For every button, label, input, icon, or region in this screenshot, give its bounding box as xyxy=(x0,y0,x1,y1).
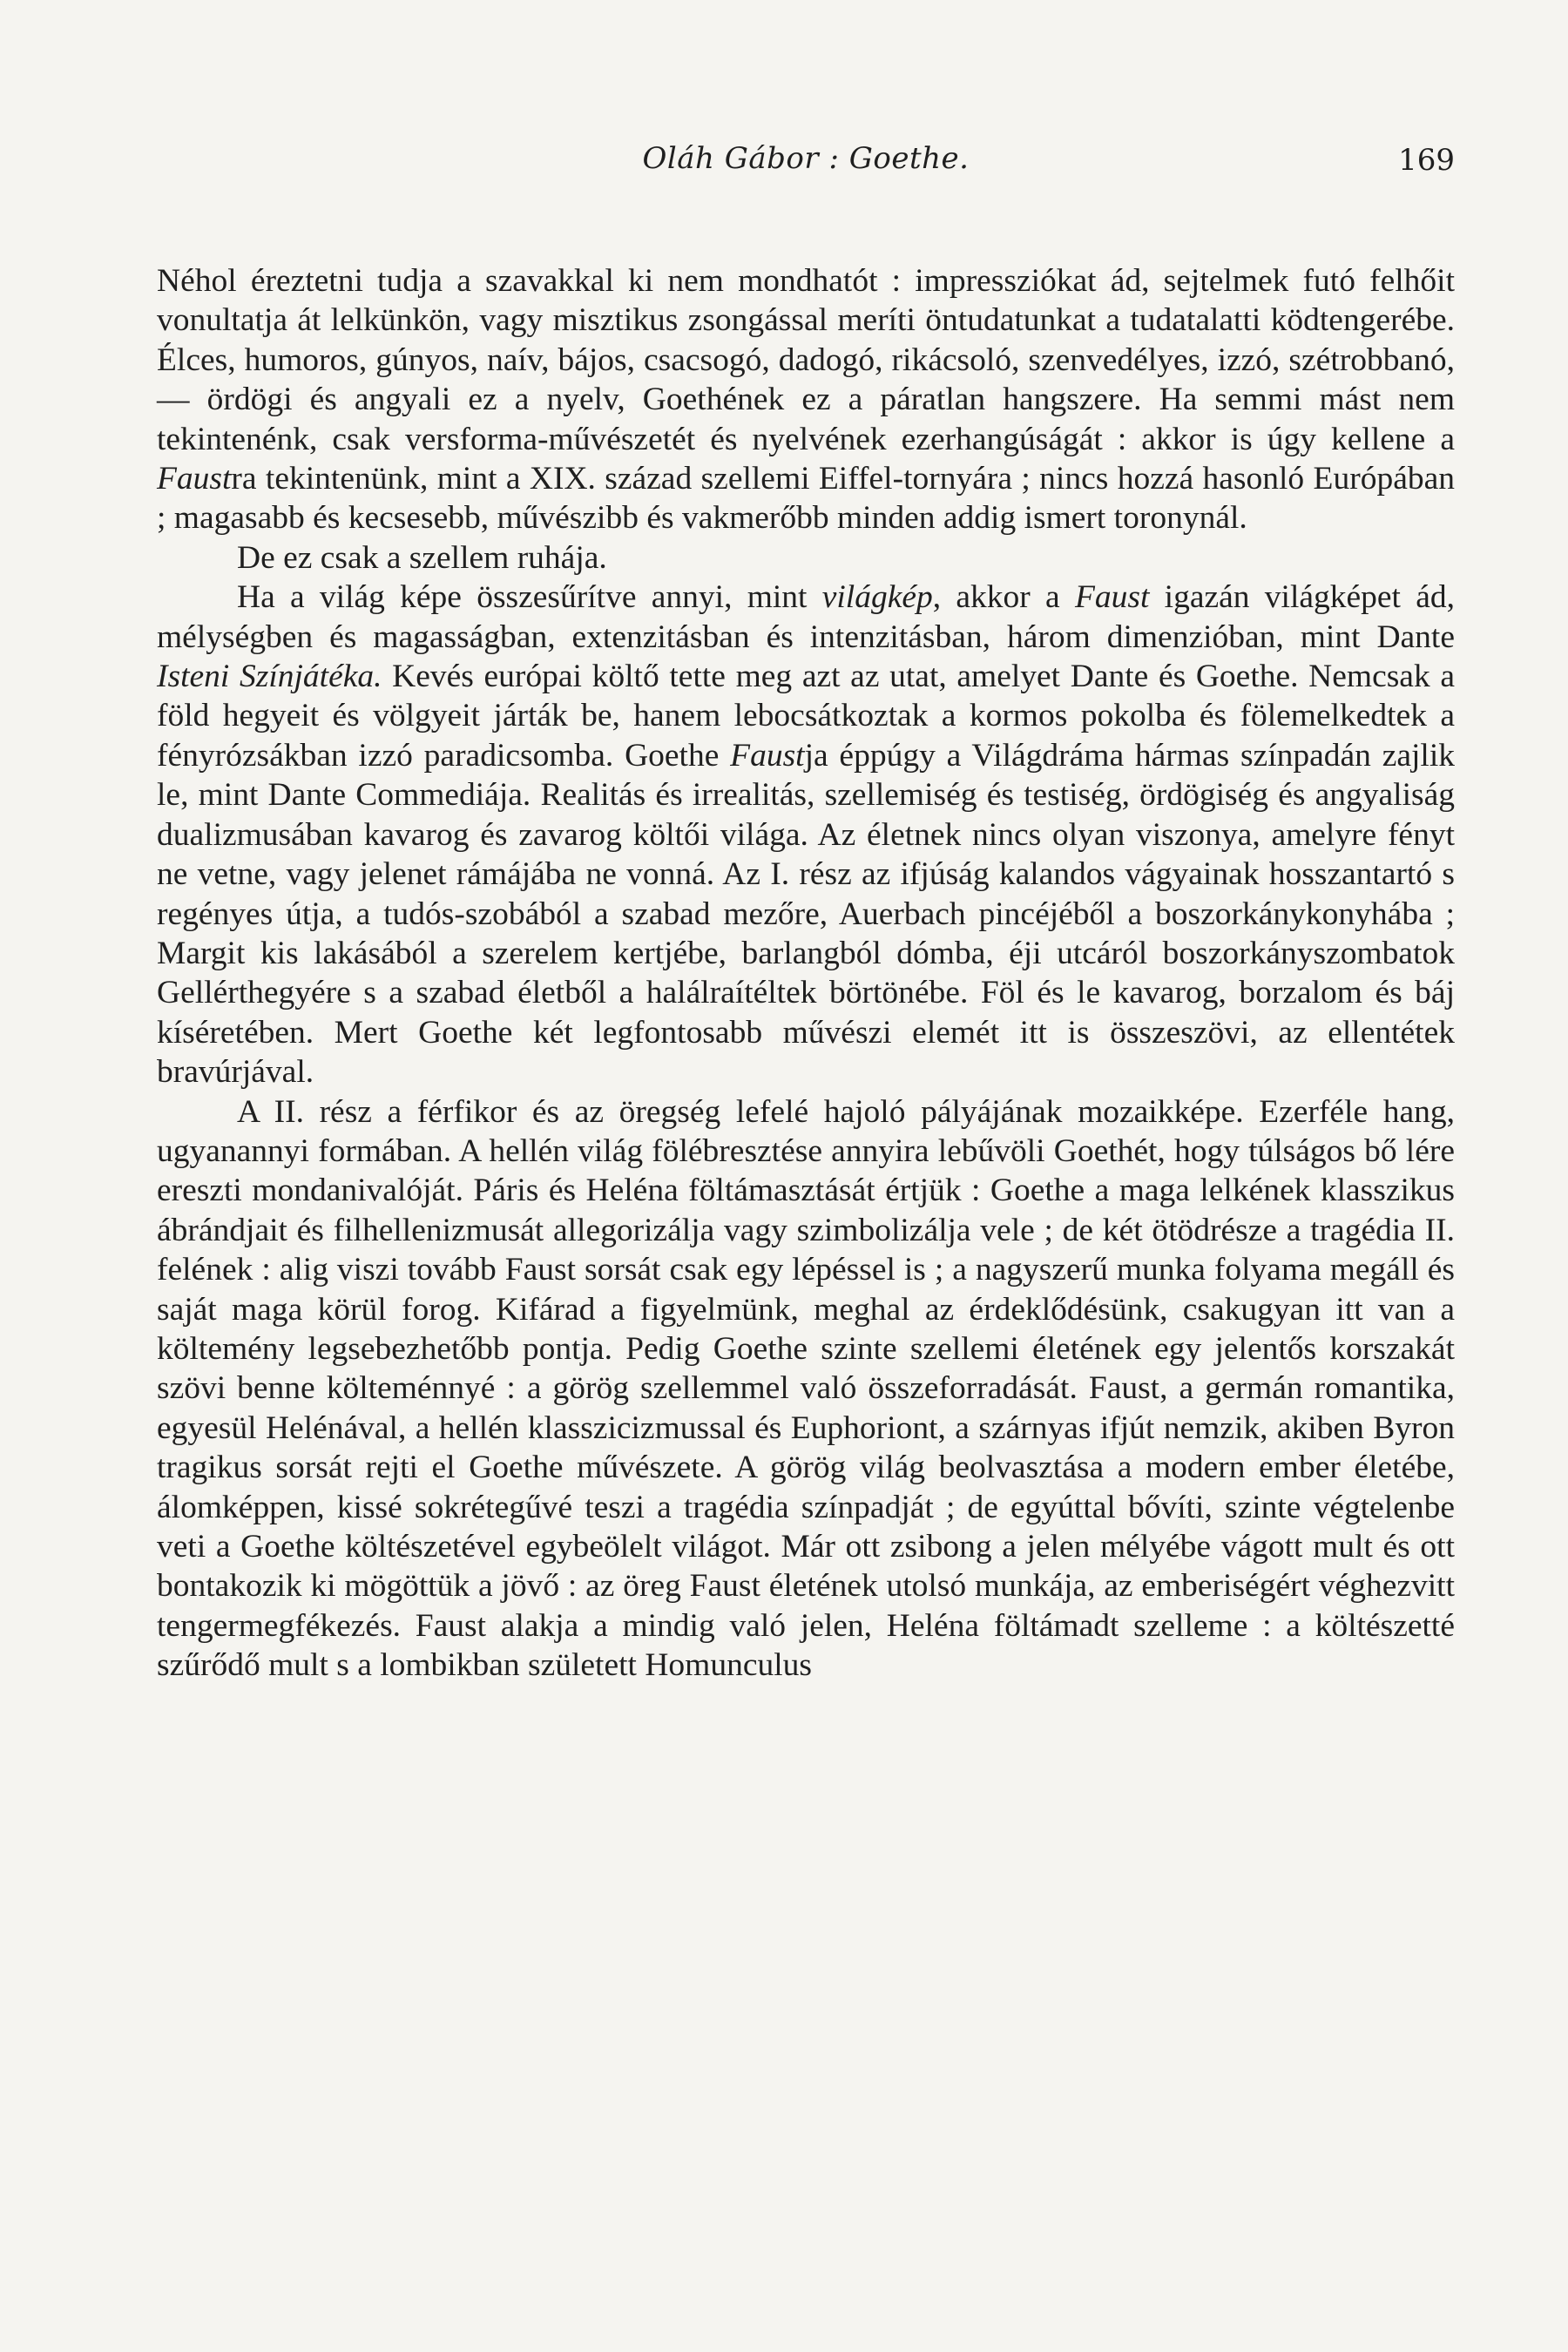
text-run: ja éppúgy a Világdráma hármas színpadán zajlik le, mint Dante Commediája. Realitás és irrealitás, szellemiség és testiség, ördögiség és angyaliság dualizmusában kavarog és zavarog költői világa. Az életnek nincs olyan viszonya, amelyre fényt ne vetne, vagy jelenet rámájába ne vonná. Az I. rész az ifjúság kalandos vágyainak hosszantartó s regényes útja, a tudós-szobából a szabad mezőre, Auerbach pincéjéből a boszorkánykonyhába ; Margit kis lakásából a szerelem kertjébe, barlangból dómba, éji utcáról boszorkányszombatok Gellérthegyére s a szabad életből a halálraítéltek börtönébe. Föl és le kavarog, borzalom és báj kíséretében. Mert Goethe két legfontosabb művészi elemét itt is összeszövi, az ellentétek bravúrjával. xyxy=(157,737,1455,1091)
paragraph-2 xyxy=(157,538,1455,578)
italic-run: világkép xyxy=(821,579,933,616)
text-run: ra tekintenünk, mint a XIX. század szellemi Eiffel-tornyára ; nincs hozzá hasonló Európában ; magasabb és kecsesebb, művészibb és vakmerőbb minden addig ismert toronynál. xyxy=(157,461,1455,537)
page-header xyxy=(157,141,1455,190)
italic-run: Faust xyxy=(730,737,805,774)
running-head: Oláh Gábor : Goethe. xyxy=(642,141,970,176)
text-run: De ez csak a szellem ruhája. xyxy=(237,539,607,576)
text-run: A II. rész a férfikor és az öregség lefelé hajoló pályájának mozaikképe. Ezerféle hang, ugyanannyi formában. A hellén világ fölébresztése annyira lebűvöli Goethét, hogy túlságos bő lére ereszti mondanivalóját. Páris és Heléna föltámasztását értjük : Goethe a maga lelkének klasszikus ábrándjait és filhellenizmusát allegorizálja vagy szimbolizálja vele ; de két ötödrésze a tragédia II. felének : alig viszi tovább Faust sorsát csak egy lépéssel is ; a nagyszerű munka folyama megáll és saját maga körül forog. Kifárad a figyelmünk, meghal az érdeklődésünk, csakugyan itt van a költemény legsebezhetőbb pontja. Pedig Goethe szinte szellemi életének egy jelentős korszakát szövi benne költeménnyé : a görög szellemmel való összeforradását. Faust, a germán romantika, egyesül Helénával, a hellén klasszicizmussal és Euphoriont, a szárnyas ifjút nemzik, akiben Byron tragikus sorsát rejti el Goethe művészete. A görög világ beolvasztása a modern ember életébe, álomképpen, kissé sokrétegűvé teszi a tragédia színpadját ; de egyúttal bővíti, szinte végtelenbe veti a Goethe költészetével egybeölelt világot. Már ott zsibong a jelen mélyébe vágott mult és ott bontakozik ki mögöttük a jövő : az öreg Faust életének utolsó munkája, az emberiségért véghezvitt tengermegfékezés. Faust alakja a mindig való jelen, Heléna föltámadt szelleme : a költészetté szűrődő mult s a lombikban született Homunculus xyxy=(157,1093,1455,1684)
body-text xyxy=(157,261,1455,1686)
paragraph-4 xyxy=(157,1092,1455,1686)
paragraph-3 xyxy=(157,578,1455,1092)
page-number: 169 xyxy=(1398,143,1455,178)
italic-run: Faust xyxy=(157,461,232,497)
text-run: , akkor a xyxy=(932,579,1075,616)
text-run: igazán világképet ád, mélységben és magasságban, extenzitásban és intenzitásban, három dimenzióban, mint Dante xyxy=(157,579,1455,655)
italic-run: Isteni Színjátéka. xyxy=(157,659,382,695)
text-run: Ha a világ képe összesűrítve annyi, mint xyxy=(237,579,822,616)
paragraph-1 xyxy=(157,261,1455,538)
italic-run: Faust xyxy=(1074,579,1150,616)
text-run: Néhol éreztetni tudja a szavakkal ki nem mondhatót : impressziókat ád, sejtelmek futó felhőit vonultatja át lelkünkön, vagy misztikus zsongással meríti öntudatunkat a tudatalatti ködtengerébe. Élces, humoros, gúnyos, naív, bájos, csacsogó, dadogó, rikácsoló, szenvedélyes, izzó, szétrobbanó, — ördögi és angyali ez a nyelv, Goethének ez a páratlan hangszere. Ha semmi mást nem tekintenénk, csak versforma-művészetét és nyelvének ezerhangúságát : akkor is úgy kellene a xyxy=(157,263,1455,457)
text-run: Kevés európai költő tette meg azt az utat, amelyet Dante és Goethe. Nemcsak a föld hegyeit és völgyeit járták be, hanem lebocsátkoztak a kormos pokolba és fölemelkedtek a fényrózsákban izzó paradicsomba. Goethe xyxy=(157,659,1456,774)
